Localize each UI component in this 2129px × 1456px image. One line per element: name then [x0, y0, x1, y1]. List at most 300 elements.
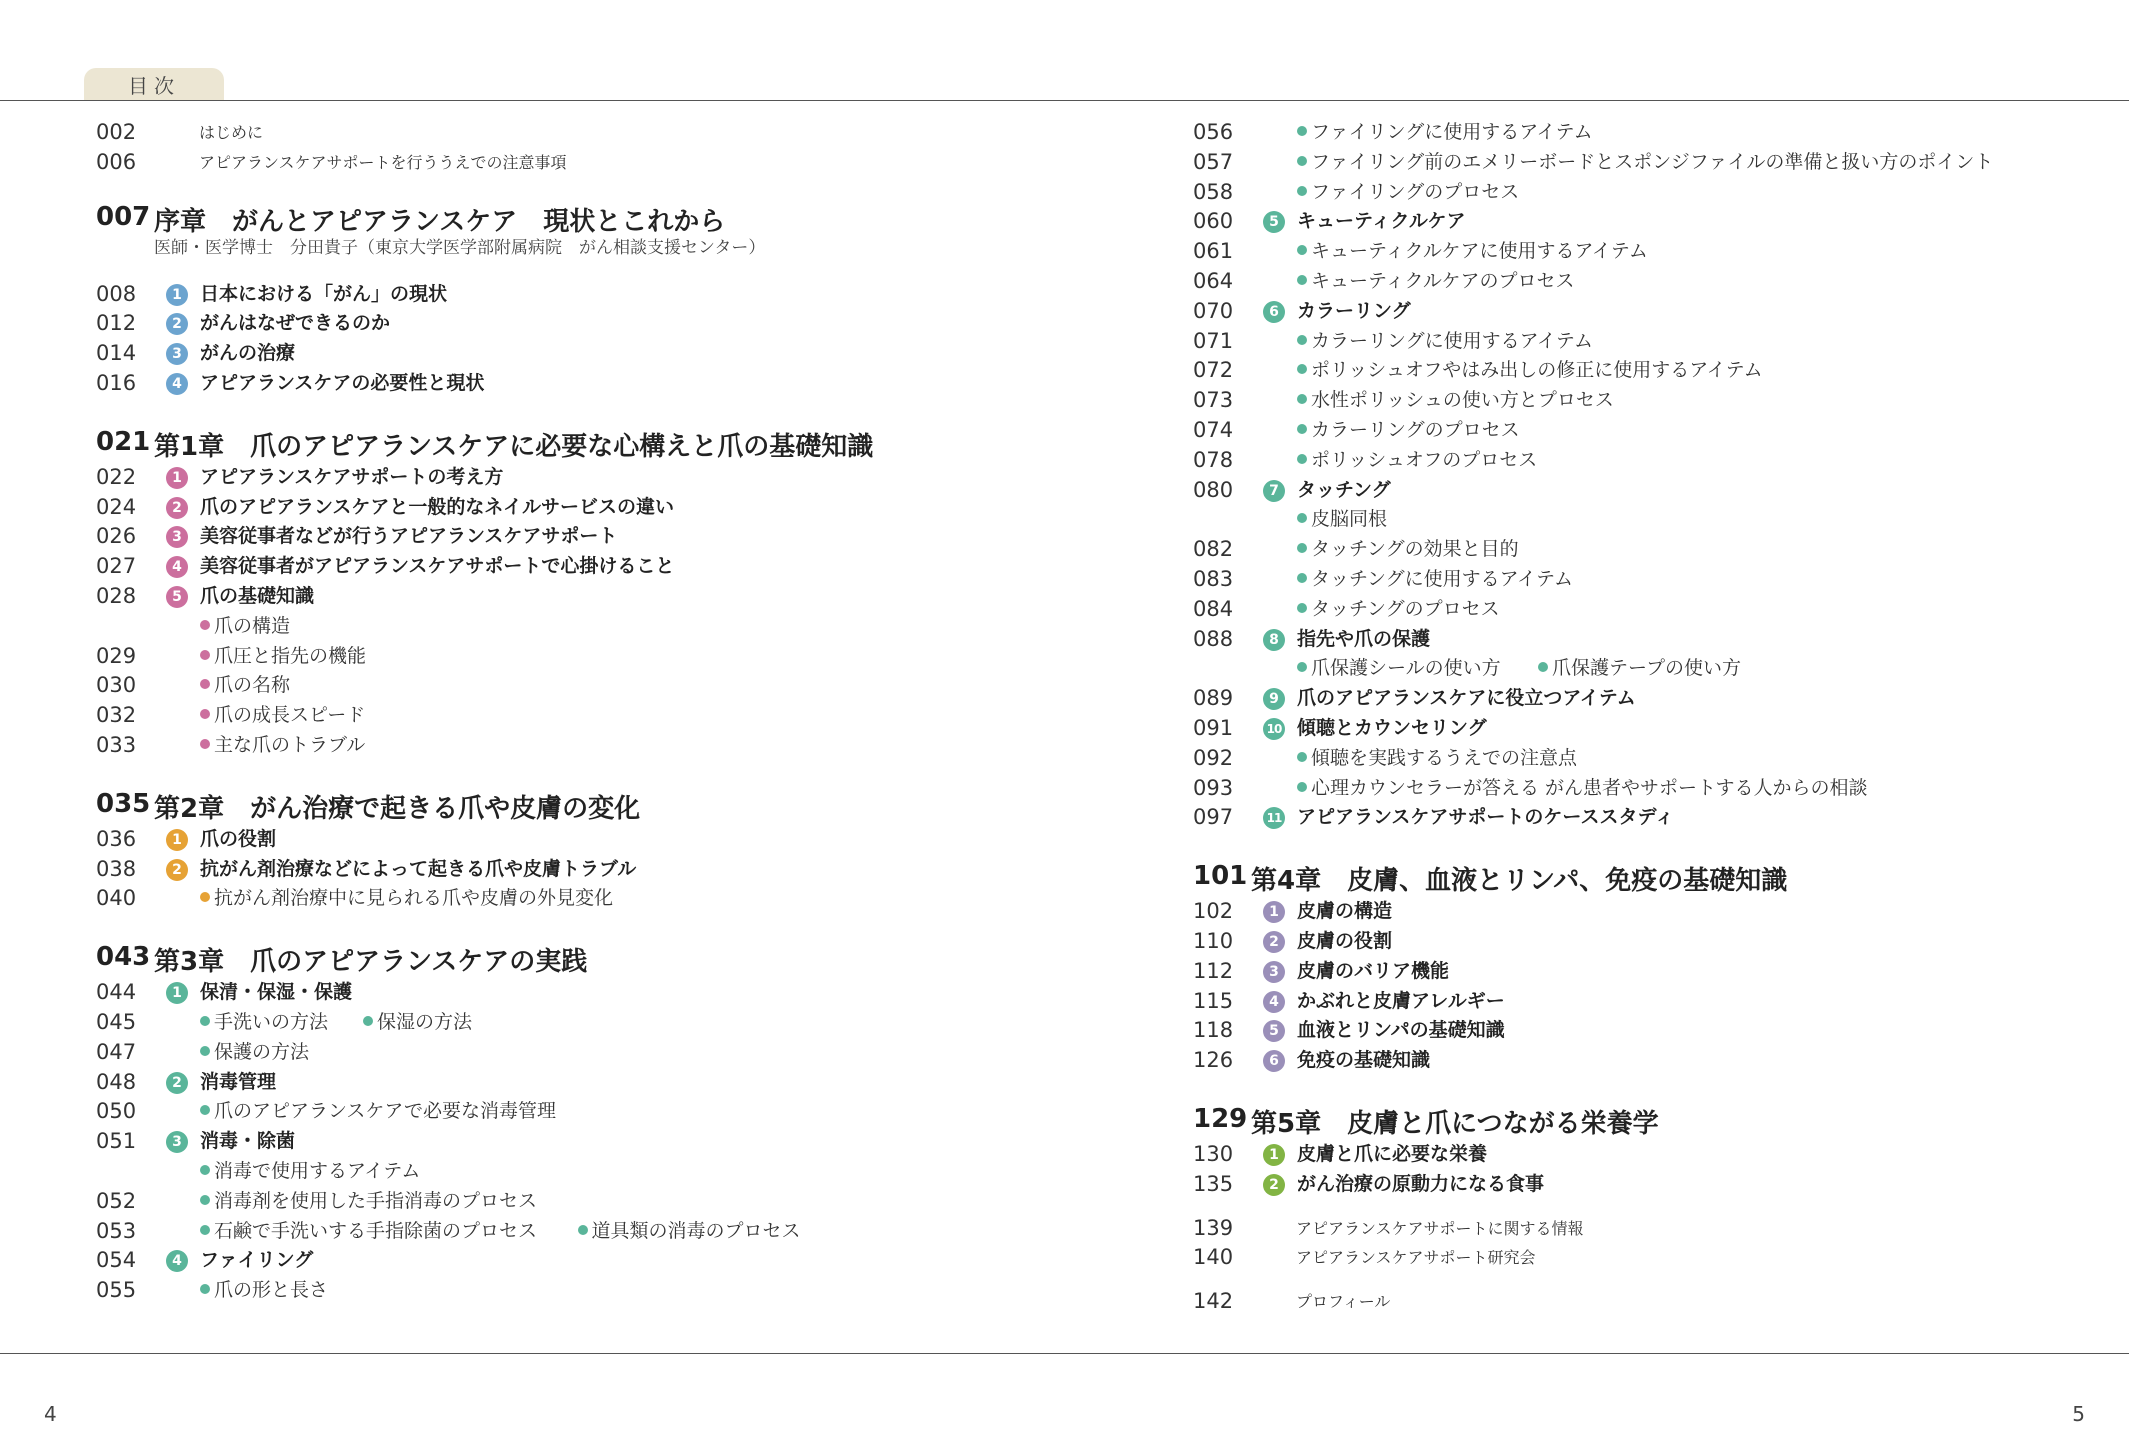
subsection-title[interactable] [1297, 148, 1993, 178]
section-number-badge: 1 [166, 284, 188, 306]
page-number: 040 [96, 886, 137, 911]
toc-entry[interactable] [1193, 1214, 2129, 1244]
chapter-author: 医師・医学博士 分田貴子（東京大学医学部附属病院 がん相談支援センター） [154, 237, 766, 258]
subsection-title[interactable] [1297, 595, 1500, 625]
toc-entry[interactable] [96, 280, 1096, 310]
toc-entry[interactable] [1193, 237, 2129, 267]
toc-entry[interactable] [1193, 957, 2129, 987]
section-title[interactable]: 爪の基礎知識 [200, 584, 315, 607]
toc-entry[interactable] [1193, 267, 2129, 297]
page-number: 053 [96, 1218, 137, 1243]
subsection-title[interactable] [200, 1038, 309, 1068]
section-title[interactable]: アピアランスケアサポートの考え方 [200, 465, 504, 488]
chapter-heading[interactable] [96, 938, 1096, 978]
section-title[interactable]: アピアランスケアの必要性と現状 [200, 371, 485, 394]
spacer [96, 178, 1096, 198]
subsection-label: 爪の名称 [214, 674, 291, 697]
subsection-title[interactable] [363, 1008, 472, 1038]
bullet-dot [1297, 782, 1307, 792]
toc-entry[interactable] [96, 1068, 1096, 1098]
section-title[interactable]: 消毒管理 [200, 1070, 277, 1093]
chapter-page: 035 [96, 788, 151, 819]
page-number: 070 [1193, 298, 1234, 323]
section-number-badge: 2 [166, 497, 188, 519]
toc-entry[interactable] [1193, 148, 2129, 178]
entry-title[interactable]: アピアランスケアサポートを行ううえでの注意事項 [199, 152, 567, 172]
toc-entry[interactable] [1193, 595, 2129, 625]
subsection-label: 抗がん剤治療中に見られる爪や皮膚の外見変化 [214, 887, 614, 910]
subsection-title[interactable] [1297, 386, 1614, 416]
section-number-badge: 3 [166, 526, 188, 548]
spacer [1193, 833, 2129, 857]
entry-title[interactable]: プロフィール [1296, 1292, 1391, 1312]
bullet-dot [1297, 662, 1307, 672]
subsection-label: タッチングに使用するアイテム [1311, 567, 1574, 590]
toc-entry[interactable] [96, 148, 1096, 178]
bullet-dot [1297, 603, 1307, 613]
toc-entry[interactable] [96, 1097, 1096, 1127]
bullet-dot [200, 650, 210, 660]
section-title[interactable]: 皮膚の役割 [1297, 929, 1393, 952]
section-number-badge: 10 [1263, 718, 1285, 740]
section-title[interactable]: 傾聴とカウンセリング [1297, 716, 1487, 739]
subsection-title[interactable] [200, 1187, 537, 1217]
toc-right-column [1193, 118, 2129, 1317]
section-number-badge: 5 [1263, 1020, 1285, 1042]
toc-entry[interactable] [1193, 1016, 2129, 1046]
subsection-title[interactable] [200, 1097, 556, 1127]
section-title[interactable]: カラーリング [1297, 299, 1411, 322]
page-number: 064 [1193, 268, 1234, 293]
bullet-dot [1297, 543, 1307, 553]
toc-entry[interactable] [96, 1217, 1096, 1247]
toc-entry[interactable] [1193, 714, 2129, 744]
page-number: 135 [1193, 1171, 1234, 1196]
page-number: 057 [1193, 149, 1234, 174]
subsection-label: 傾聴を実践するうえでの注意点 [1311, 746, 1578, 769]
chapter-heading[interactable] [96, 785, 1096, 825]
section-number-badge: 5 [1263, 211, 1285, 233]
toc-entry[interactable] [1193, 684, 2129, 714]
bullet-dot [200, 709, 210, 719]
page-number: 074 [1193, 417, 1234, 442]
subsection-title[interactable] [1297, 356, 1763, 386]
bullet-dot [1297, 454, 1307, 464]
page-number: 078 [1193, 447, 1234, 472]
chapter-page: 129 [1193, 1103, 1248, 1134]
subsection-label: 爪の構造 [214, 614, 291, 637]
section-number-badge: 7 [1263, 480, 1285, 502]
toc-entry[interactable] [1193, 744, 2129, 774]
toc-entry[interactable] [1193, 535, 2129, 565]
section-number-badge: 8 [1263, 629, 1285, 651]
spacer [1193, 1200, 2129, 1214]
section-number-badge: 4 [166, 373, 188, 395]
subsection-title[interactable] [1538, 654, 1741, 684]
page-number: 028 [96, 583, 137, 608]
toc-entry[interactable] [1193, 118, 2129, 148]
subsection-title[interactable] [1297, 416, 1520, 446]
subsection-title[interactable] [1297, 535, 1519, 565]
section-title[interactable]: キューティクルケア [1297, 210, 1466, 233]
toc-entry[interactable] [96, 118, 1096, 148]
bullet-dot [200, 1105, 210, 1115]
toc-entry[interactable] [1193, 207, 2129, 237]
subsection-title[interactable] [1297, 565, 1573, 595]
subsection-label: 消毒で使用するアイテム [214, 1159, 421, 1182]
toc-entry[interactable] [96, 339, 1096, 369]
page-number: 084 [1193, 596, 1234, 621]
page-number: 048 [96, 1069, 137, 1094]
page-number: 038 [96, 856, 137, 881]
page-number: 115 [1193, 988, 1234, 1013]
bullet-dot [363, 1016, 373, 1026]
bullet-dot [1297, 126, 1307, 136]
subsection-title[interactable] [1297, 654, 1501, 684]
subsection-title[interactable] [200, 1008, 328, 1038]
section-number-badge: 1 [166, 982, 188, 1004]
page-number: 130 [1193, 1141, 1234, 1166]
toc-entry[interactable] [1193, 774, 2129, 804]
chapter-title[interactable]: 第1章 爪のアピアランスケアに必要な心構えと爪の基礎知識 [154, 431, 874, 462]
section-title[interactable]: かぶれと皮膚アレルギー [1297, 989, 1505, 1012]
header-rule [0, 100, 2129, 101]
bullet-dot [200, 892, 210, 902]
section-number-badge: 4 [166, 556, 188, 578]
bullet-dot [200, 620, 210, 630]
page-number: 073 [1193, 388, 1234, 413]
section-title[interactable]: がん治療の原動力になる食事 [1297, 1172, 1545, 1195]
subsection-label: 爪のアピアランスケアで必要な消毒管理 [214, 1100, 557, 1123]
chapter-title[interactable]: 第3章 爪のアピアランスケアの実践 [154, 947, 588, 978]
subsection-label: ファイリングのプロセス [1311, 180, 1520, 203]
page-number: 060 [1193, 209, 1234, 234]
bullet-dot [1297, 573, 1307, 583]
page-number: 033 [96, 732, 137, 757]
subsection-label: 爪の成長スピード [214, 704, 366, 727]
toc-entry[interactable] [1193, 927, 2129, 957]
section-title[interactable]: 美容従事者などが行うアピアランスケアサポート [200, 525, 618, 548]
section-title[interactable]: 保清・保湿・保護 [200, 981, 353, 1004]
chapter-heading[interactable] [96, 423, 1096, 463]
subsection-title[interactable] [1297, 237, 1648, 267]
bullet-dot [1297, 245, 1307, 255]
section-number-badge: 4 [166, 1250, 188, 1272]
section-number-badge: 2 [1263, 1174, 1285, 1196]
bullet-dot [1297, 513, 1307, 523]
spacer [96, 761, 1096, 785]
chapter-title[interactable]: 第5章 皮膚と爪につながる栄養学 [1251, 1108, 1659, 1139]
subsection-title[interactable] [200, 701, 365, 731]
section-number-badge: 4 [1263, 991, 1285, 1013]
toc-entry[interactable] [1193, 327, 2129, 357]
page-number: 050 [96, 1099, 137, 1124]
section-number-badge: 9 [1263, 688, 1285, 710]
page-number: 014 [96, 341, 137, 366]
section-title[interactable]: 皮膚の構造 [1297, 900, 1393, 923]
page-number: 047 [96, 1039, 137, 1064]
page-number: 118 [1193, 1018, 1234, 1043]
toc-tab-label: 目次 [128, 73, 180, 98]
page-number: 097 [1193, 805, 1234, 830]
toc-entry[interactable] [1193, 446, 2129, 476]
entry-title[interactable]: アピアランスケアサポートに関する情報 [1296, 1218, 1584, 1238]
toc-entry[interactable] [96, 493, 1096, 523]
section-title[interactable]: がんはなぜできるのか [200, 312, 391, 335]
toc-entry[interactable] [96, 309, 1096, 339]
toc-entry[interactable] [96, 522, 1096, 552]
toc-entry[interactable] [1193, 987, 2129, 1017]
spacer [96, 266, 1096, 280]
section-title[interactable]: 美容従事者がアピアランスケアサポートで心掛けること [200, 555, 675, 578]
toc-entry[interactable] [1193, 1243, 2129, 1273]
toc-entry[interactable] [1193, 1170, 2129, 1200]
subsection-title[interactable] [1297, 118, 1593, 148]
section-number-badge: 1 [1263, 901, 1285, 923]
section-number-badge: 2 [1263, 931, 1285, 953]
subsection-label: 爪の形と長さ [214, 1279, 329, 1302]
page-number: 072 [1193, 358, 1234, 383]
subsection-label: 水性ポリッシュの使い方とプロセス [1311, 389, 1614, 412]
page-number: 093 [1193, 775, 1234, 800]
subsection-title[interactable] [200, 731, 365, 761]
page-number: 027 [96, 554, 137, 579]
spacer [1193, 1076, 2129, 1100]
section-title[interactable]: 血液とリンパの基礎知識 [1297, 1019, 1505, 1042]
subsection-title[interactable] [200, 612, 290, 642]
toc-entry[interactable] [1193, 1140, 2129, 1170]
toc-entry[interactable] [1193, 178, 2129, 208]
page-number: 091 [1193, 715, 1234, 740]
toc-entry[interactable] [96, 1157, 1096, 1187]
subsection-label: カラーリングのプロセス [1311, 418, 1520, 441]
section-title[interactable]: 指先や爪の保護 [1297, 627, 1431, 650]
page-number: 061 [1193, 239, 1234, 264]
toc-entry[interactable] [96, 463, 1096, 493]
bullet-dot [200, 1165, 210, 1175]
page-number: 029 [96, 643, 137, 668]
section-title[interactable]: 爪のアピアランスケアに役立つアイテム [1297, 687, 1636, 710]
bullet-dot [1297, 364, 1307, 374]
section-title[interactable]: 日本における「がん」の現状 [200, 282, 448, 305]
section-number-badge: 2 [166, 313, 188, 335]
section-number-badge: 1 [1263, 1144, 1285, 1166]
subsection-title[interactable] [578, 1217, 801, 1247]
page-number: 080 [1193, 477, 1234, 502]
page-number: 024 [96, 494, 137, 519]
spacer [96, 914, 1096, 938]
toc-entry[interactable] [1193, 297, 2129, 327]
page-number: 142 [1193, 1289, 1234, 1314]
toc-entry[interactable] [1193, 1287, 2129, 1317]
toc-entry[interactable] [1193, 1046, 2129, 1076]
subsection-label: ファイリングに使用するアイテム [1311, 121, 1593, 143]
bullet-dot [1297, 752, 1307, 762]
subsection-label: ポリッシュオフのプロセス [1311, 448, 1538, 471]
subsection-title[interactable] [1297, 267, 1575, 297]
subsection-label: ポリッシュオフやはみ出しの修正に使用するアイテム [1311, 359, 1763, 382]
page-number: 112 [1193, 958, 1234, 983]
page-number: 026 [96, 524, 137, 549]
spacer [96, 399, 1096, 423]
section-title[interactable]: 抗がん剤治療などによって起きる爪や皮膚トラブル [200, 857, 637, 880]
toc-entry[interactable] [96, 1276, 1096, 1306]
subsection-title[interactable] [1297, 327, 1593, 357]
page-number: 002 [96, 120, 137, 144]
bullet-dot [200, 1016, 210, 1026]
chapter-page: 043 [96, 942, 151, 973]
section-title[interactable]: 皮膚のバリア機能 [1297, 959, 1450, 982]
bullet-dot [1297, 186, 1307, 196]
toc-entry[interactable] [96, 1246, 1096, 1276]
page-number: 052 [96, 1188, 137, 1213]
toc-entry[interactable] [1193, 654, 2129, 684]
chapter-title[interactable]: 第2章 がん治療で起きる爪や皮膚の変化 [154, 793, 641, 824]
section-number-badge: 2 [166, 1072, 188, 1094]
toc-entry[interactable] [96, 731, 1096, 761]
subsection-title[interactable] [200, 884, 613, 914]
subsection-title[interactable] [200, 671, 290, 701]
entry-title[interactable]: はじめに [199, 123, 264, 142]
subsection-label: 爪保護テープの使い方 [1552, 657, 1742, 680]
toc-entry[interactable] [96, 1038, 1096, 1068]
bullet-dot [200, 1046, 210, 1056]
entry-title[interactable]: アピアランスケアサポート研究会 [1296, 1248, 1536, 1268]
subsection-title[interactable] [200, 1217, 537, 1247]
subsection-title[interactable] [1297, 744, 1577, 774]
page-number: 006 [96, 149, 137, 174]
subsection-label: 爪圧と指先の機能 [214, 644, 367, 667]
subsection-title[interactable] [200, 1276, 328, 1306]
bullet-dot [200, 679, 210, 689]
chapter-title[interactable]: 第4章 皮膚、血液とリンパ、免疫の基礎知識 [1251, 866, 1788, 897]
footer-rule [0, 1353, 2129, 1354]
subsection-title[interactable] [1297, 446, 1537, 476]
toc-entry[interactable] [96, 612, 1096, 642]
toc-entry[interactable] [96, 582, 1096, 612]
page-number: 036 [96, 826, 137, 851]
bullet-dot [200, 1284, 210, 1294]
page-number: 056 [1193, 120, 1234, 144]
section-title[interactable]: 免疫の基礎知識 [1297, 1049, 1431, 1072]
toc-entry[interactable] [96, 884, 1096, 914]
toc-entry[interactable] [96, 855, 1096, 885]
toc-entry[interactable] [96, 978, 1096, 1008]
toc-entry[interactable] [1193, 565, 2129, 595]
section-number-badge: 2 [166, 859, 188, 881]
chapter-title[interactable]: 序章 がんとアピアランスケア 現状とこれから [154, 206, 726, 237]
chapter-heading[interactable] [1193, 857, 2129, 897]
page-number: 054 [96, 1248, 137, 1273]
toc-entry[interactable] [1193, 803, 2129, 833]
section-number-badge: 1 [166, 467, 188, 489]
bullet-dot [1297, 156, 1307, 166]
subsection-label: キューティクルケアに使用するアイテム [1311, 240, 1648, 263]
page-number: 030 [96, 673, 137, 698]
toc-entry[interactable] [96, 1127, 1096, 1157]
page-number: 032 [96, 703, 137, 728]
section-title[interactable]: タッチング [1297, 478, 1391, 501]
page-number: 089 [1193, 686, 1234, 711]
page-number: 083 [1193, 566, 1234, 591]
page-number: 016 [96, 370, 137, 395]
subsection-label: ファイリング前のエメリーボードとスポンジファイルの準備と扱い方のポイント [1311, 150, 1994, 173]
page-number: 102 [1193, 899, 1234, 924]
subsection-title[interactable] [1297, 774, 1867, 804]
bullet-dot [200, 1225, 210, 1235]
subsection-title[interactable] [200, 642, 366, 672]
toc-entry[interactable] [1193, 356, 2129, 386]
subsection-title[interactable] [200, 1157, 420, 1187]
subsection-label: 道具類の消毒のプロセス [591, 1219, 801, 1242]
page-number: 051 [96, 1129, 137, 1154]
subsection-label: 皮脳同根 [1311, 508, 1388, 531]
subsection-label: 保護の方法 [214, 1040, 310, 1063]
section-number-badge: 3 [166, 343, 188, 365]
chapter-heading[interactable] [1193, 1100, 2129, 1140]
toc-entry[interactable] [96, 671, 1096, 701]
subsection-label: タッチングの効果と目的 [1311, 538, 1519, 561]
chapter-heading[interactable] [96, 198, 1096, 238]
subsection-label: 消毒剤を使用した手指消毒のプロセス [214, 1189, 538, 1212]
subsection-label: 保湿の方法 [377, 1010, 473, 1033]
section-number-badge: 3 [166, 1131, 188, 1153]
page-number: 082 [1193, 537, 1234, 562]
toc-entry[interactable] [96, 642, 1096, 672]
page-number: 058 [1193, 179, 1234, 204]
section-title[interactable]: 消毒・除菌 [200, 1130, 296, 1153]
subsection-label: 主な爪のトラブル [214, 733, 366, 756]
section-title[interactable]: 皮膚と爪に必要な栄養 [1297, 1142, 1488, 1165]
subsection-label: タッチングのプロセス [1311, 597, 1500, 620]
toc-entry[interactable] [96, 825, 1096, 855]
page-number: 110 [1193, 928, 1234, 953]
subsection-label: 爪保護シールの使い方 [1311, 657, 1501, 680]
page-number: 012 [96, 311, 137, 336]
toc-entry[interactable] [96, 552, 1096, 582]
toc-entry[interactable] [1193, 386, 2129, 416]
toc-entry[interactable] [1193, 505, 2129, 535]
subsection-title[interactable] [1297, 178, 1519, 208]
toc-tab [84, 68, 224, 100]
section-number-badge: 6 [1263, 301, 1285, 323]
chapter-page: 021 [96, 426, 151, 457]
spacer [1193, 1273, 2129, 1287]
toc-entry[interactable] [1193, 897, 2129, 927]
section-number-badge: 1 [166, 829, 188, 851]
toc-entry[interactable] [96, 1008, 1096, 1038]
section-title[interactable]: アピアランスケアサポートのケーススタディ [1297, 806, 1674, 829]
toc-entry[interactable] [96, 701, 1096, 731]
toc-entry[interactable] [96, 369, 1096, 399]
section-title[interactable]: 爪の役割 [200, 827, 277, 850]
toc-entry[interactable] [1193, 476, 2129, 506]
section-title[interactable]: 爪のアピアランスケアと一般的なネイルサービスの違い [200, 495, 675, 518]
toc-entry[interactable] [1193, 625, 2129, 655]
bullet-dot [200, 739, 210, 749]
section-title[interactable]: ファイリング [200, 1249, 314, 1272]
toc-left-column [96, 118, 1096, 1306]
section-title[interactable]: がんの治療 [200, 342, 296, 365]
toc-entry[interactable] [1193, 416, 2129, 446]
page-number-left: 4 [44, 1402, 57, 1426]
subsection-title[interactable] [1297, 505, 1387, 535]
toc-entry[interactable] [96, 1187, 1096, 1217]
chapter-page: 101 [1193, 861, 1248, 892]
page-number: 126 [1193, 1048, 1234, 1073]
section-number-badge: 6 [1263, 1050, 1285, 1072]
page-number: 088 [1193, 626, 1234, 651]
